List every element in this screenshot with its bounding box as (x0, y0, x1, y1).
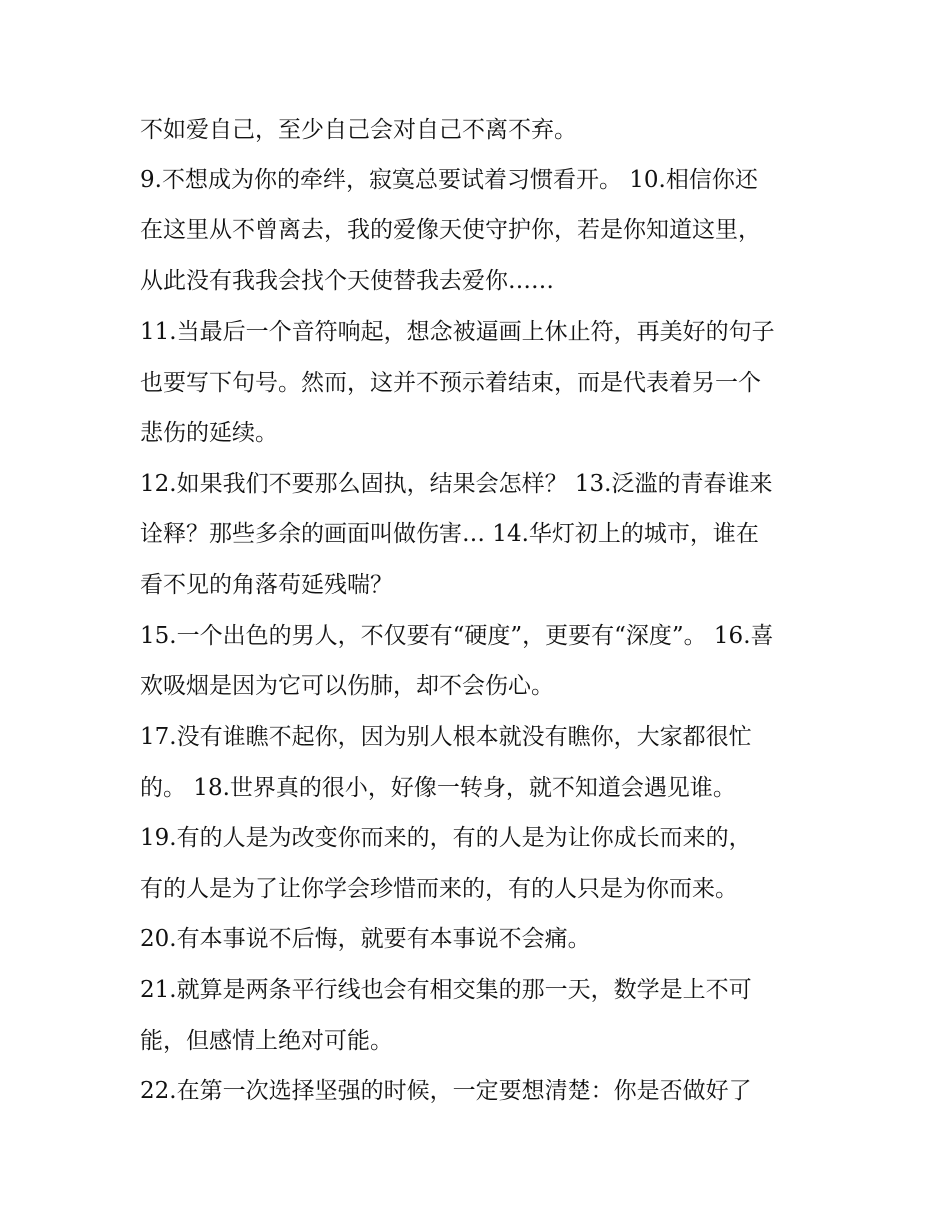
text-line: 不如爱自己，至少自己会对自己不离不弃。 (140, 117, 577, 143)
text-line: 20.有本事说不后悔，就要有本事说不会痛。 (140, 926, 591, 952)
text-line: 能，但感情上绝对可能。 (140, 1028, 393, 1054)
text-line: 悲伤的延续。 (140, 420, 278, 446)
text-line: 看不见的角落苟延残喘？ (140, 572, 393, 598)
text-line: 11.当最后一个音符响起，想念被逼画上休止符，再美好的句子 (140, 319, 775, 345)
text-line: 15.一个出色的男人，不仅要有“硬度”，更要有“深度”。 16.喜 (140, 623, 774, 649)
text-line: 有的人是为了让你学会珍惜而来的，有的人只是为你而来。 (140, 876, 738, 902)
text-line: 诠释？那些多余的画面叫做伤害… 14.华灯初上的城市，谁在 (140, 521, 759, 547)
text-line: 9.不想成为你的牵绊，寂寞总要试着习惯看开。 10.相信你还 (140, 167, 758, 193)
text-line: 17.没有谁瞧不起你，因为别人根本就没有瞧你，大家都很忙 (140, 724, 752, 750)
text-line: 12.如果我们不要那么固执，结果会怎样？ 13.泛滥的青春谁来 (140, 471, 773, 497)
text-line: 欢吸烟是因为它可以伤肺，却不会伤心。 (140, 673, 554, 699)
text-line: 22.在第一次选择坚强的时候，一定要想清楚：你是否做好了 (140, 1078, 752, 1104)
text-line: 19.有的人是为改变你而来的，有的人是为让你成长而来的， (140, 825, 752, 851)
text-line: 的。 18.世界真的很小，好像一转身，就不知道会遇见谁。 (140, 775, 736, 801)
text-line: 21.就算是两条平行线也会有相交集的那一天，数学是上不可 (140, 977, 752, 1003)
text-line: 也要写下句号。然而，这并不预示着结束，而是代表着另一个 (140, 370, 761, 396)
text-line: 在这里从不曾离去，我的爱像天使守护你，若是你知道这里， (140, 217, 761, 243)
text-line: 从此没有我我会找个天使替我去爱你…… (140, 268, 554, 294)
